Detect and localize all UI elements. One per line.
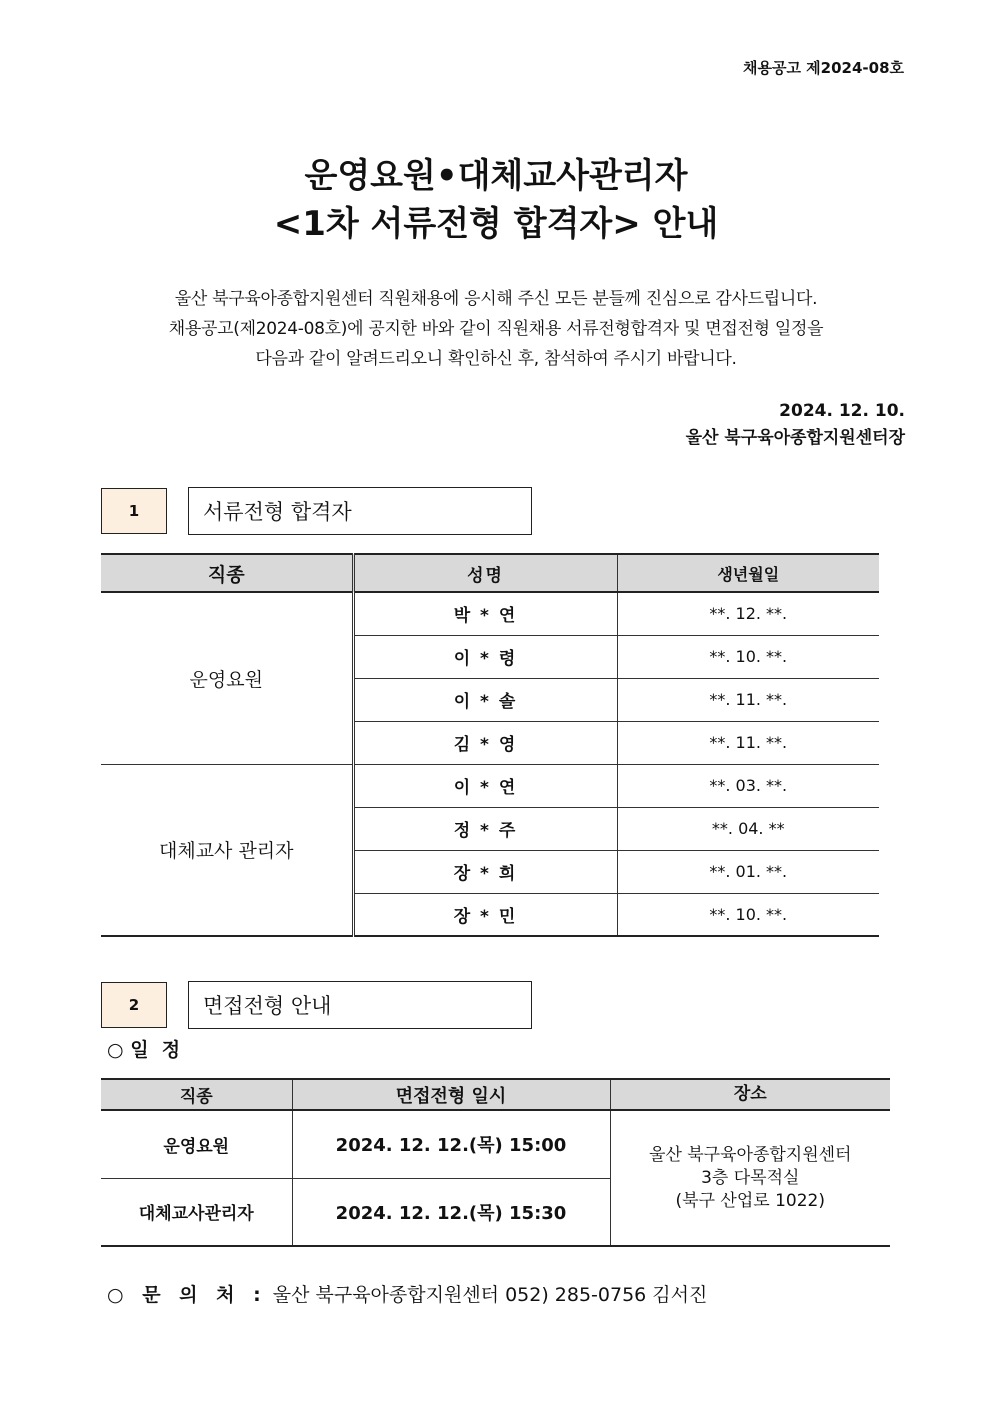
birth-cell: **. 04. ** [617,807,879,850]
name-cell: 김 * 영 [353,721,617,764]
header-job: 직종 [101,554,353,592]
table-row [101,592,879,635]
birth-cell: **. 11. **. [617,721,879,764]
table-header-row [101,554,879,592]
page-title [0,152,992,248]
birth-cell: **. 12. **. [617,592,879,635]
issuer-name: 울산 북구육아종합지원센터장 [685,428,905,448]
birth-cell: **. 01. **. [617,850,879,893]
section-2-title: 면접전형 안내 [188,981,532,1029]
table-row [101,764,879,807]
issue-date: 2024. 12. 10. [779,401,905,421]
intro-line-2: 채용공고(제2024-08호)에 공지한 바와 같이 직원채용 서류전형합격자 및 면접전형 일정을 [168,319,824,339]
contact-value: 울산 북구육아종합지원센터 052) 285-0756 김서진 [266,1284,708,1306]
name-cell: 정 * 주 [353,807,617,850]
interview-schedule-table [101,1078,890,1247]
place-line-1: 울산 북구육아종합지원센터 [649,1144,852,1165]
name-cell: 이 * 연 [353,764,617,807]
section-1-title: 서류전형 합격자 [188,487,532,535]
title-line-2: <1차 서류전형 합격자> 안내 [273,204,719,244]
header-birth: 생년월일 [617,554,879,592]
intro-paragraph [0,284,992,374]
section-2-number: 2 [101,982,167,1028]
intro-line-1: 울산 북구육아종합지원센터 직원채용에 응시해 주신 모든 분들께 진심으로 감사드립니다. [174,289,818,309]
table-header-row [101,1079,890,1110]
header-job: 직종 [101,1079,292,1110]
name-cell: 장 * 희 [353,850,617,893]
header-time: 면접전형 일시 [292,1079,610,1110]
schedule-label: ○ 일 정 [107,1039,181,1061]
time-cell: 2024. 12. 12.(목) 15:00 [292,1110,610,1178]
passed-applicants-table [101,553,879,937]
name-cell: 이 * 솔 [353,678,617,721]
table-row [101,1110,890,1178]
contact-line [107,1280,707,1307]
name-cell: 이 * 령 [353,635,617,678]
job-cell: 운영요원 [101,592,353,764]
place-cell [610,1110,890,1246]
contact-label: ○ 문 의 처 : [107,1284,267,1306]
birth-cell: **. 11. **. [617,678,879,721]
notice-number: 채용공고 제2024-08호 [742,59,904,77]
job-cell: 대체교사 관리자 [101,764,353,936]
place-line-3: (북구 산업로 1022) [675,1190,825,1211]
issuer-block [686,398,905,452]
section-1-number: 1 [101,488,167,534]
header-place: 장소 [610,1079,890,1110]
name-cell: 장 * 민 [353,893,617,936]
title-line-1: 운영요원•대체교사관리자 [304,156,688,196]
birth-cell: **. 03. **. [617,764,879,807]
birth-cell: **. 10. **. [617,893,879,936]
intro-line-3: 다음과 같이 알려드리오니 확인하신 후, 참석하여 주시기 바랍니다. [255,349,737,369]
birth-cell: **. 10. **. [617,635,879,678]
place-line-2: 3층 다목적실 [701,1167,800,1188]
header-name: 성명 [353,554,617,592]
name-cell: 박 * 연 [353,592,617,635]
time-cell: 2024. 12. 12.(목) 15:30 [292,1178,610,1246]
job-cell: 운영요원 [101,1110,292,1178]
job-cell: 대체교사관리자 [101,1178,292,1246]
